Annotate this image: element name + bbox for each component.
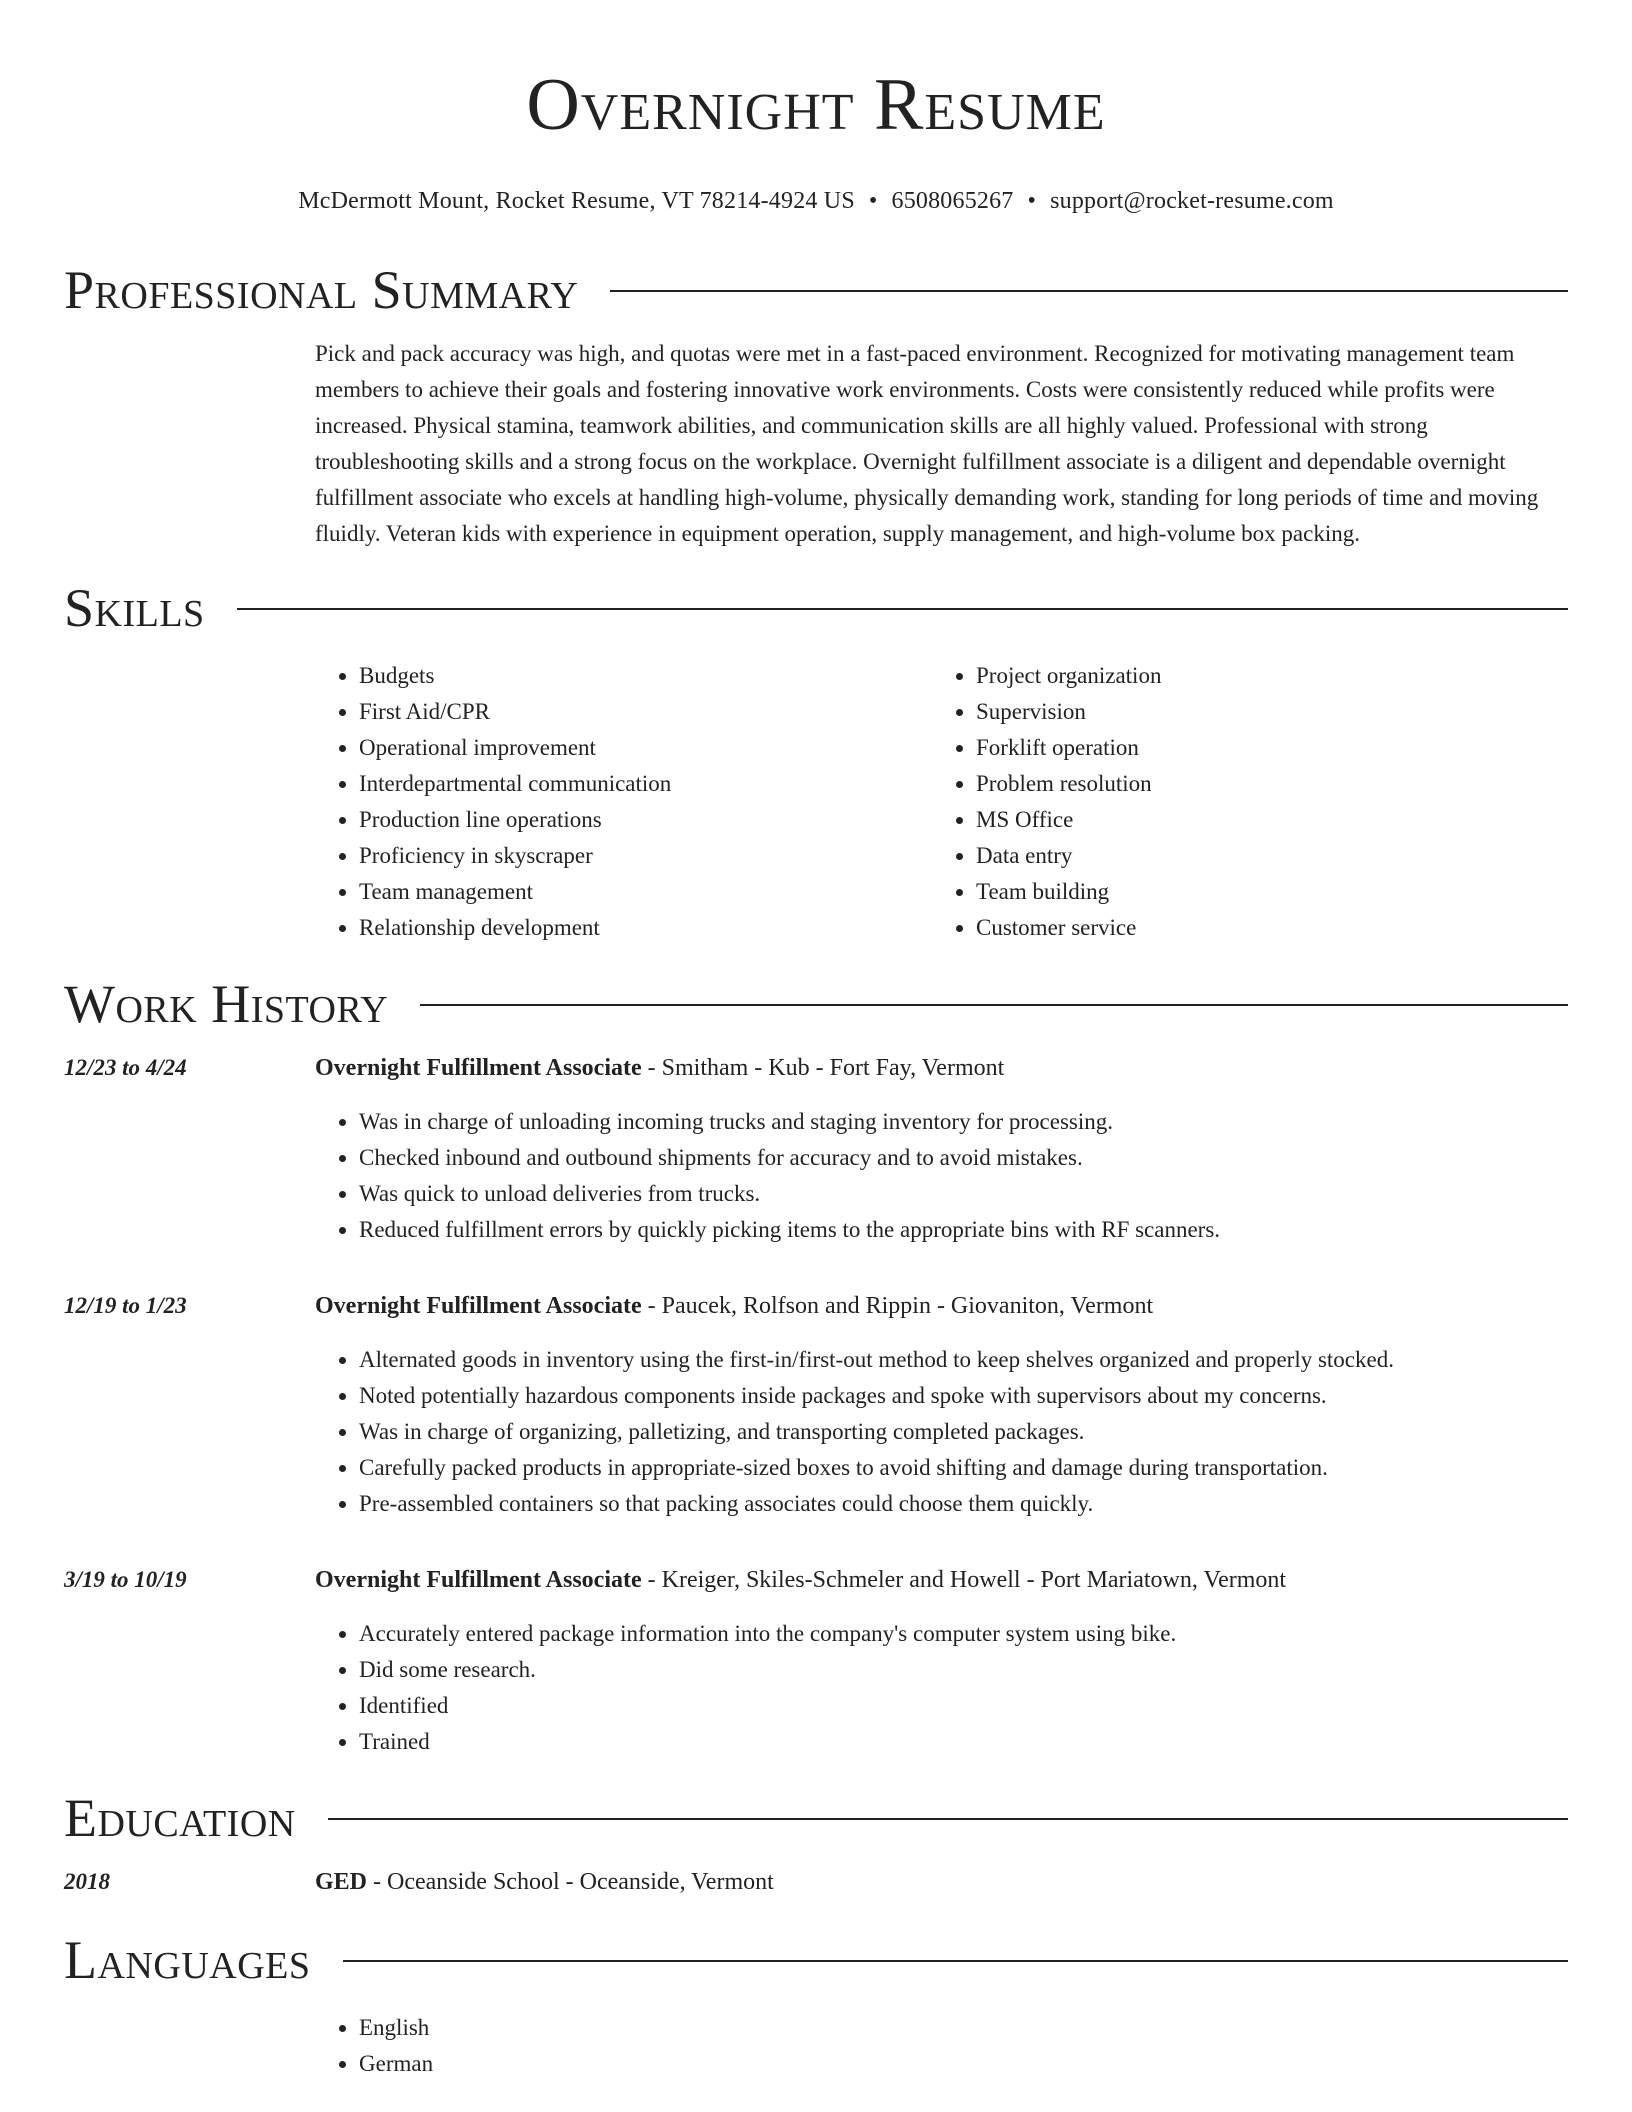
skills-column-left xyxy=(315,658,932,946)
work-entry-body xyxy=(315,1050,1568,1248)
education-degree: GED xyxy=(315,1869,368,1895)
skill-item: • Team management xyxy=(359,874,932,910)
section-divider xyxy=(237,608,1568,610)
skill-item: • Proficiency in skyscraper xyxy=(359,838,932,874)
work-entry xyxy=(64,1562,1568,1760)
job-bullet: • Alternated goods in inventory using the first-in/first-out method to keep shelves organized and properly stocked. xyxy=(359,1342,1568,1378)
contact-line xyxy=(64,186,1568,216)
job-bullet: • Identified xyxy=(359,1688,1568,1724)
skill-item: • Data entry xyxy=(976,838,1549,874)
job-bullet: • Was in charge of organizing, palletizing, and transporting completed packages. xyxy=(359,1414,1568,1450)
section-title-education: Education xyxy=(64,1788,296,1848)
job-role: Overnight Fulfillment Associate xyxy=(315,1567,642,1593)
job-company: - Paucek, Rolfson and Rippin - Giovaniton, Vermont xyxy=(641,1293,1154,1319)
job-bullet: • Was in charge of unloading incoming trucks and staging inventory for processing. xyxy=(359,1104,1568,1140)
skill-item: • Operational improvement xyxy=(359,730,932,766)
resume-page xyxy=(64,0,1568,2082)
work-entry-body xyxy=(315,1562,1568,1760)
languages-content xyxy=(315,2010,1568,2082)
job-role: Overnight Fulfillment Associate xyxy=(315,1293,642,1319)
education-year: 2018 xyxy=(64,1869,110,1894)
section-divider xyxy=(328,1818,1568,1820)
job-bullet: • Trained xyxy=(359,1724,1568,1760)
contact-address: McDermott Mount, Rocket Resume, VT 78214-4924 US xyxy=(298,188,855,214)
job-bullet: • Reduced fulfillment errors by quickly picking items to the appropriate bins with RF scanners. xyxy=(359,1212,1568,1248)
job-role: Overnight Fulfillment Associate xyxy=(315,1055,642,1081)
section-divider xyxy=(610,290,1568,292)
summary-content xyxy=(315,336,1568,552)
section-title-languages: Languages xyxy=(64,1930,311,1990)
contact-phone: 6508065267 xyxy=(891,188,1014,214)
job-bullets xyxy=(315,1342,1568,1522)
contact-separator: • xyxy=(1027,188,1037,214)
section-divider xyxy=(420,1004,1568,1006)
section-title-work: Work History xyxy=(64,974,389,1034)
work-entry xyxy=(64,1288,1568,1522)
skill-item: • Relationship development xyxy=(359,910,932,946)
work-entry-body xyxy=(315,1288,1568,1522)
education-school: - Oceanside School - Oceanside, Vermont xyxy=(367,1869,774,1895)
education-entry xyxy=(64,1864,1568,1900)
section-header-education xyxy=(64,1782,1568,1854)
languages-list xyxy=(315,2010,1568,2082)
section-header-skills xyxy=(64,572,1568,644)
job-company: - Kreiger, Skiles-Schmeler and Howell - Port Mariatown, Vermont xyxy=(641,1567,1287,1593)
skill-item: • Team building xyxy=(976,874,1549,910)
section-header-work xyxy=(64,968,1568,1040)
job-company: - Smitham - Kub - Fort Fay, Vermont xyxy=(641,1055,1005,1081)
summary-text: Pick and pack accuracy was high, and quotas were met in a fast-paced environment. Recognized for motivating management team members to achieve their goals and fostering innovative work environments. Costs were consistently reduced while profits were increased. Physical stamina, teamwork abilities, and communication skills are all highly valued. Professional with strong troubleshooting skills and a strong focus on the workplace. Overnight fulfillment associate is a diligent and dependable overnight fulfillment associate who excels at handling high-volume, physically demanding work, standing for long periods of time and moving fluidly. Veteran kids with experience in equipment operation, supply management, and high-volume box packing. xyxy=(315,341,1539,546)
job-bullet: • Pre-assembled containers so that packing associates could choose them quickly. xyxy=(359,1486,1568,1522)
section-divider xyxy=(343,1960,1569,1962)
skill-item: • Project organization xyxy=(976,658,1549,694)
skill-item: • Interdepartmental communication xyxy=(359,766,932,802)
skills-column-right xyxy=(932,658,1549,946)
education-entry-title xyxy=(315,1864,1568,1900)
skills-columns xyxy=(315,658,1568,946)
work-entry-dates: 12/23 to 4/24 xyxy=(64,1055,187,1080)
section-header-languages xyxy=(64,1924,1568,1996)
job-bullets xyxy=(315,1104,1568,1248)
work-entry xyxy=(64,1050,1568,1248)
skill-item: • Budgets xyxy=(359,658,932,694)
skills-list-right xyxy=(932,658,1549,946)
job-bullets xyxy=(315,1616,1568,1760)
education-entry-body xyxy=(315,1864,1568,1900)
skill-item: • MS Office xyxy=(976,802,1549,838)
section-header-summary xyxy=(64,254,1568,326)
job-bullet: • Carefully packed products in appropriate-sized boxes to avoid shifting and damage during transportation. xyxy=(359,1450,1568,1486)
section-title-skills: Skills xyxy=(64,578,205,638)
skill-item: • First Aid/CPR xyxy=(359,694,932,730)
contact-email: support@rocket-resume.com xyxy=(1050,188,1334,214)
job-bullet: • Was quick to unload deliveries from trucks. xyxy=(359,1176,1568,1212)
skill-item: • Forklift operation xyxy=(976,730,1549,766)
work-entry-title xyxy=(315,1050,1568,1086)
skills-content xyxy=(315,658,1568,946)
skill-item: • Customer service xyxy=(976,910,1549,946)
section-title-summary: Professional Summary xyxy=(64,260,579,320)
resume-name: Overnight Resume xyxy=(526,64,1106,146)
skill-item: • Supervision xyxy=(976,694,1549,730)
job-bullet: • Checked inbound and outbound shipments for accuracy and to avoid mistakes. xyxy=(359,1140,1568,1176)
skills-list-left xyxy=(315,658,932,946)
job-bullet: • Did some research. xyxy=(359,1652,1568,1688)
work-entry-dates: 3/19 to 10/19 xyxy=(64,1567,187,1592)
work-entry-title xyxy=(315,1562,1568,1598)
work-entry-title xyxy=(315,1288,1568,1324)
work-entry-dates: 12/19 to 1/23 xyxy=(64,1293,187,1318)
skill-item: • Production line operations xyxy=(359,802,932,838)
language-item: • English xyxy=(359,2010,1568,2046)
job-bullet: • Noted potentially hazardous components inside packages and spoke with supervisors about my concerns. xyxy=(359,1378,1568,1414)
job-bullet: • Accurately entered package information into the company's computer system using bike. xyxy=(359,1616,1568,1652)
skill-item: • Problem resolution xyxy=(976,766,1549,802)
language-item: • German xyxy=(359,2046,1568,2082)
contact-separator: • xyxy=(868,188,878,214)
